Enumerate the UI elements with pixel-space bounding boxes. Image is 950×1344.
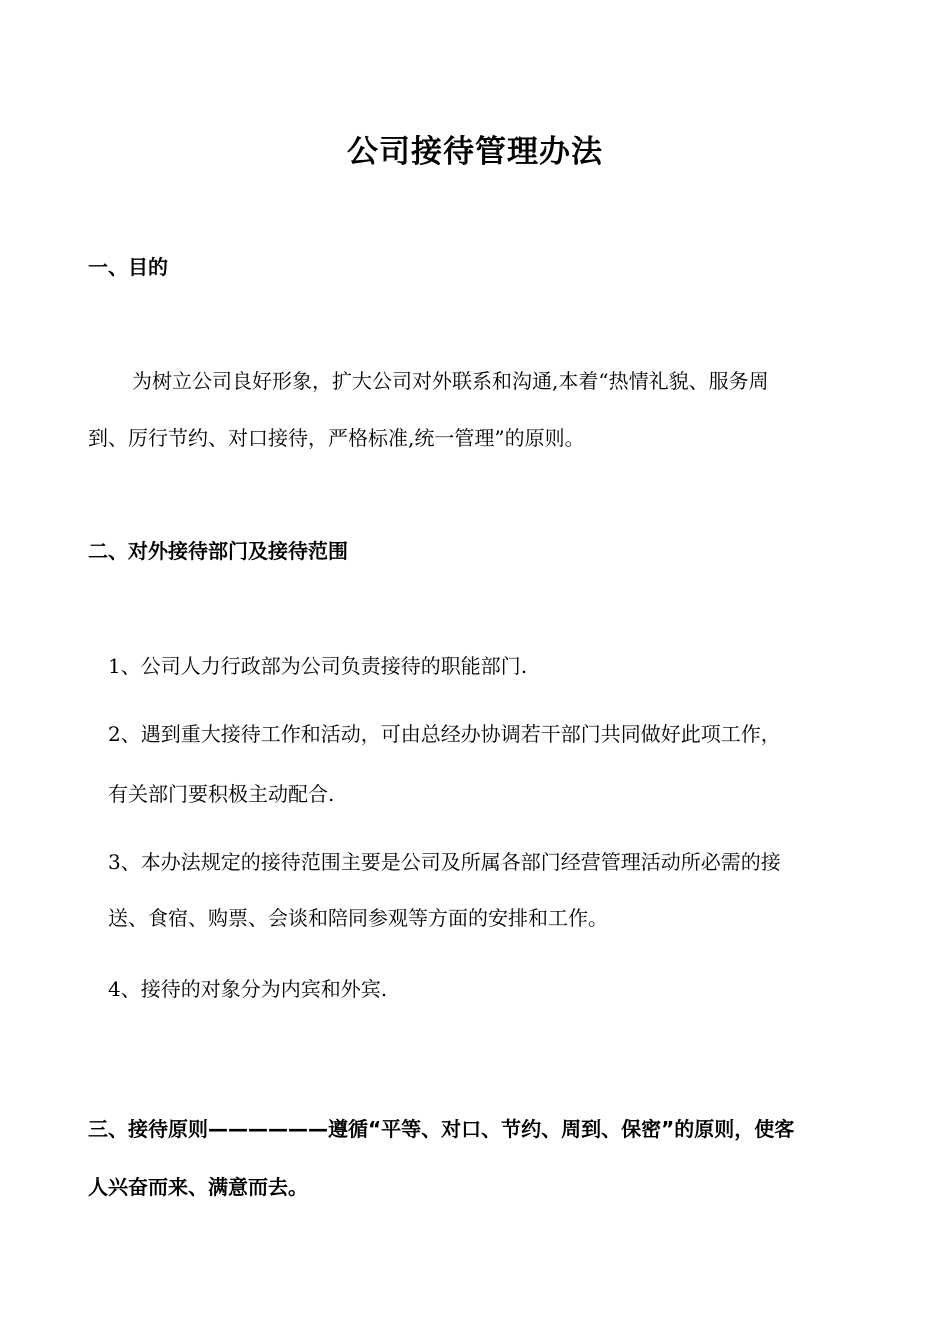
list-item: 3、本办法规定的接待范围主要是公司及所属各部门经营管理活动所必需的接 xyxy=(108,850,781,874)
section-heading-reception-scope: 二、对外接待部门及接待范围 xyxy=(88,539,348,563)
list-item-continuation: 有关部门要积极主动配合. xyxy=(108,782,335,806)
paragraph-line: 到、厉行节约、对口接待，严格标准,统一管理”的原则。 xyxy=(88,426,585,450)
list-item: 4、接待的对象分为内宾和外宾. xyxy=(108,977,388,1001)
paragraph-line: 为树立公司良好形象，扩大公司对外联系和沟通,本着“热情礼貌、服务周 xyxy=(132,369,769,393)
list-item: 1、公司人力行政部为公司负责接待的职能部门. xyxy=(108,654,528,678)
list-item: 2、遇到重大接待工作和活动，可由总经办协调若干部门共同做好此项工作， xyxy=(108,722,781,746)
list-item-continuation: 送、食宿、购票、会谈和陪同参观等方面的安排和工作。 xyxy=(108,906,608,930)
section-heading-purpose: 一、目的 xyxy=(88,255,168,279)
document-title: 公司接待管理办法 xyxy=(347,134,603,170)
section-heading-principles-continuation: 人兴奋而来、满意而去。 xyxy=(88,1175,308,1199)
section-heading-principles: 三、接待原则——————遵循“平等、对口、节约、周到、保密”的原则，使客 xyxy=(88,1117,795,1141)
